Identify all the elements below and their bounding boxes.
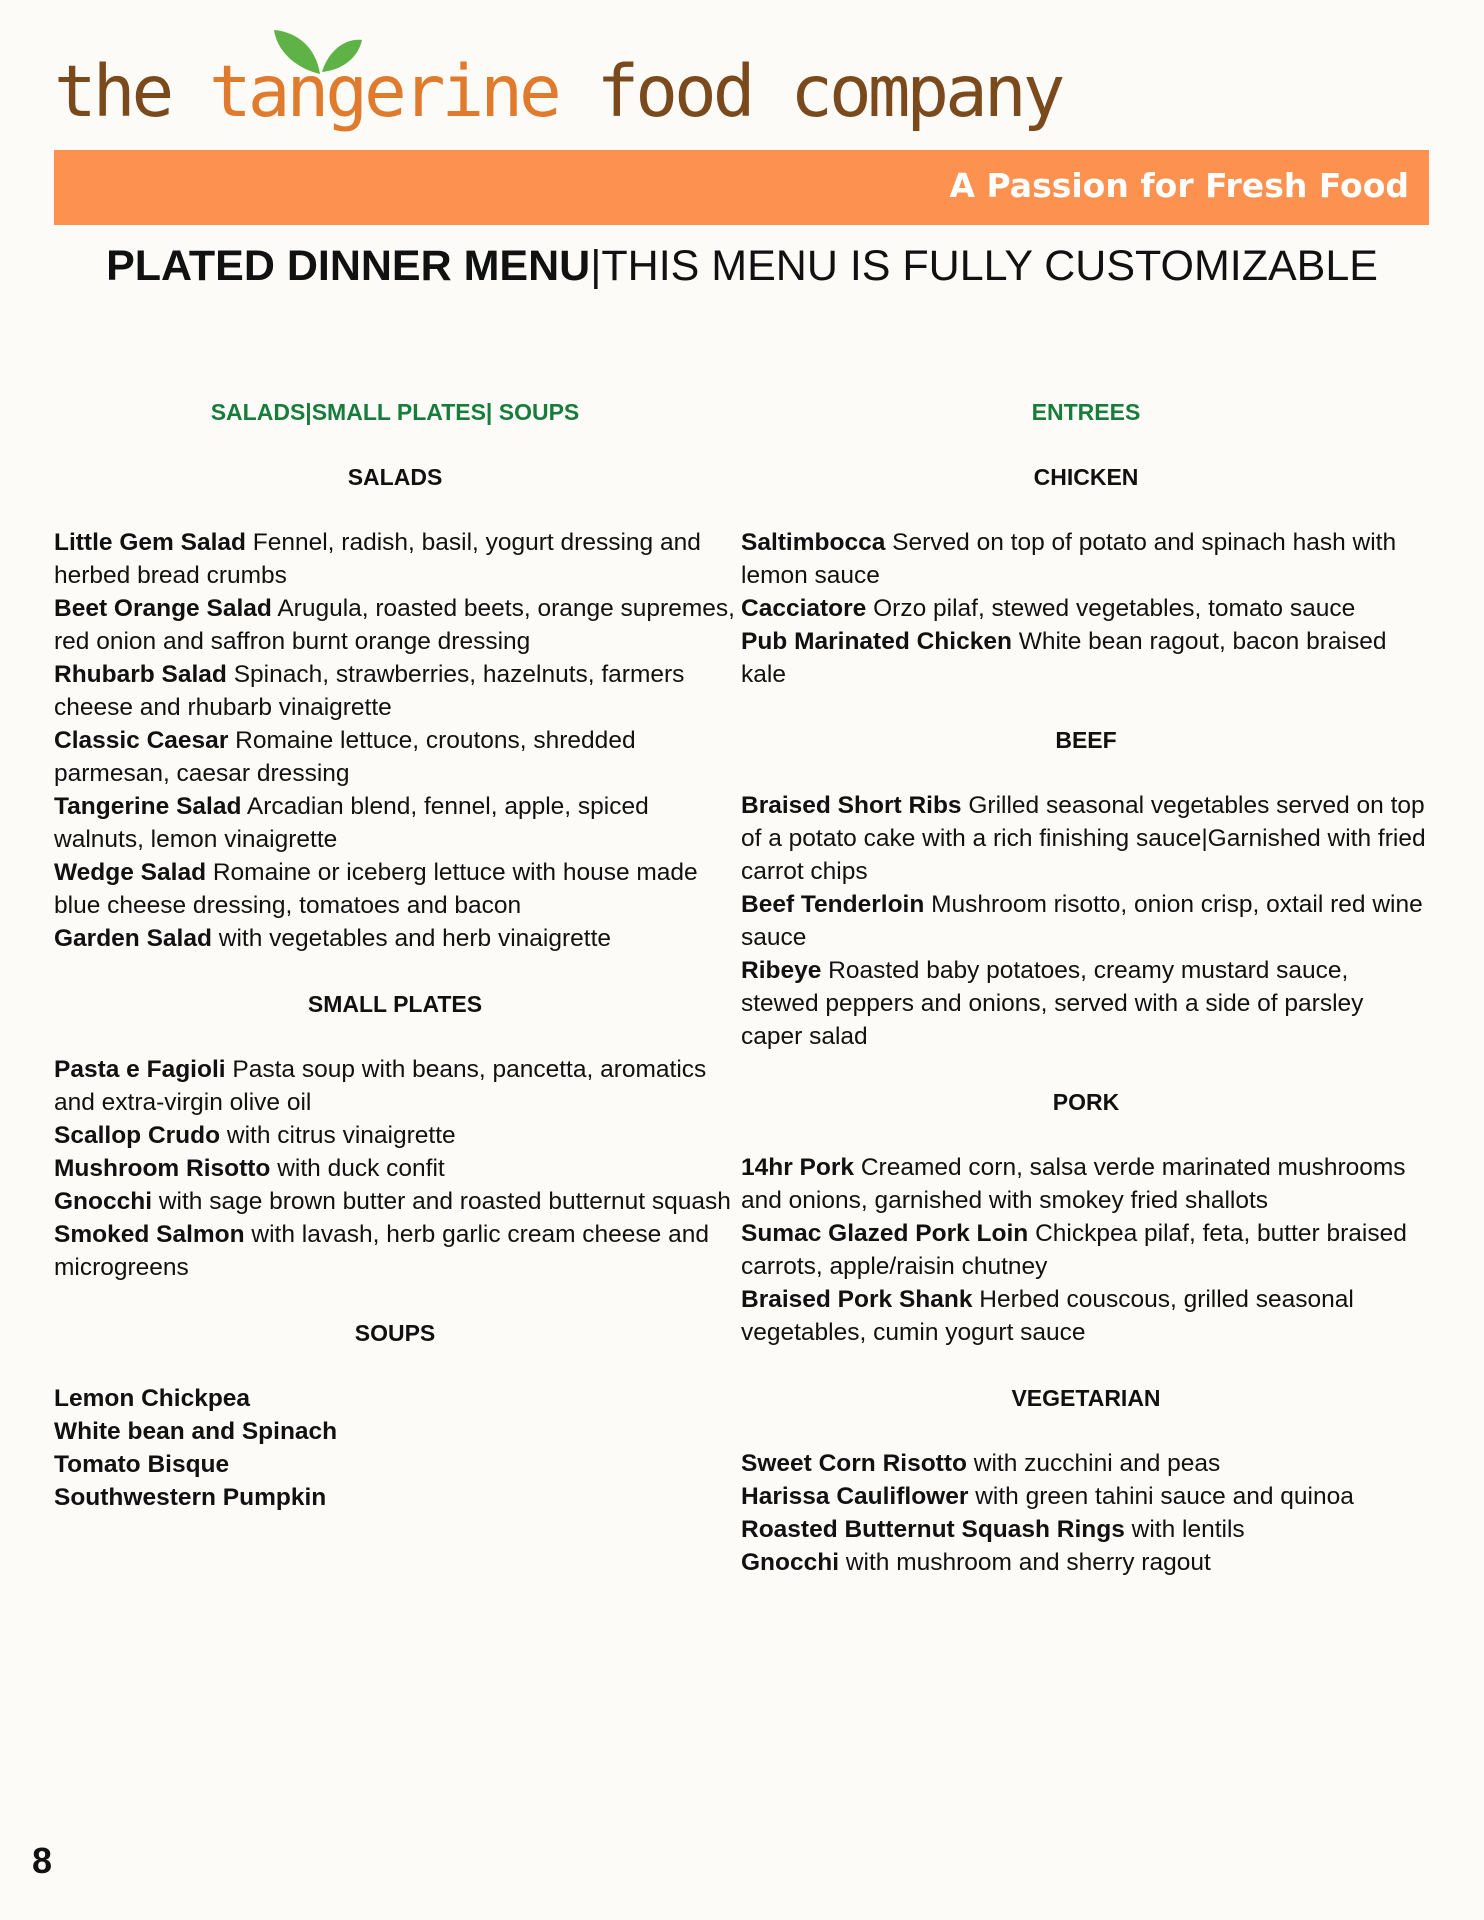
left-sections	[54, 461, 736, 1514]
menu-item-name: Sumac Glazed Pork Loin	[741, 1220, 1029, 1247]
menu-item	[54, 592, 736, 658]
menu-item-description: Mushroom risotto, onion crisp, oxtail red wine sauce	[741, 891, 1423, 951]
right-column	[741, 396, 1431, 1612]
menu-item-name: Rhubarb Salad	[54, 661, 227, 688]
menu-item-name: Braised Short Ribs	[741, 792, 962, 819]
menu-item	[54, 1218, 736, 1284]
menu-item	[741, 954, 1431, 1053]
menu-item-description: White bean ragout, bacon braised kale	[741, 628, 1387, 688]
menu-item-name: Ribeye	[741, 957, 822, 984]
menu-item-description: Pasta soup with beans, pancetta, aromatics and extra-virgin olive oil	[54, 1056, 707, 1116]
menu-item-description: with lavash, herb garlic cream cheese and microgreens	[54, 1221, 709, 1281]
left-column	[54, 396, 736, 1547]
menu-item-name: Classic Caesar	[54, 727, 229, 754]
menu-item-description: Romaine lettuce, croutons, shredded parmesan, caesar dressing	[54, 727, 636, 787]
section-title: SOUPS	[354, 1320, 436, 1346]
menu-item	[54, 1119, 736, 1152]
logo-word-the: the	[54, 50, 171, 133]
menu-item	[741, 1447, 1431, 1480]
menu-item-name: Braised Pork Shank	[741, 1286, 973, 1313]
tagline-banner	[54, 150, 1429, 225]
menu-item	[54, 1053, 736, 1119]
logo-wordmark	[54, 50, 1062, 133]
menu-item	[54, 1481, 736, 1514]
menu-item-name: White bean and Spinach	[54, 1418, 338, 1445]
menu-list	[741, 1151, 1431, 1349]
column-heading: SALADS|SMALL PLATES| SOUPS	[210, 399, 580, 425]
menu-list	[54, 1382, 736, 1514]
menu-item-name: Tomato Bisque	[54, 1451, 230, 1478]
page-number: 8	[32, 1840, 53, 1881]
menu-item-name: Cacciatore	[741, 595, 867, 622]
menu-item-name: Beet Orange Salad	[54, 595, 272, 622]
menu-item	[741, 1151, 1431, 1217]
menu-item-description: Creamed corn, salsa verde marinated mushrooms and onions, garnished with smokey fried shallots	[741, 1154, 1406, 1214]
menu-item-name: Smoked Salmon	[54, 1221, 245, 1248]
menu-item-description: Roasted baby potatoes, creamy mustard sauce, stewed peppers and onions, served with a side of parsley caper salad	[741, 957, 1364, 1050]
title-main: PLATED DINNER MENU	[106, 242, 591, 290]
menu-item-description: Fennel, radish, basil, yogurt dressing and herbed bread crumbs	[54, 529, 701, 589]
menu-item-description: with mushroom and sherry ragout	[839, 1549, 1211, 1576]
menu-item-name: Saltimbocca	[741, 529, 886, 556]
menu-item	[54, 922, 736, 955]
title-sub: THIS MENU IS FULLY CUSTOMIZABLE	[601, 242, 1378, 290]
menu-item-description: Served on top of potato and spinach hash with lemon sauce	[741, 529, 1397, 589]
section-title: SALADS	[347, 464, 443, 490]
menu-item-name: Wedge Salad	[54, 859, 207, 886]
menu-item-description: with vegetables and herb vinaigrette	[211, 925, 612, 952]
menu-item-name: Roasted Butternut Squash Rings	[741, 1516, 1125, 1543]
menu-item-name: Harissa Cauliflower	[741, 1483, 969, 1510]
menu-item	[54, 856, 736, 922]
menu-item	[741, 789, 1431, 888]
menu-item-name: Southwestern Pumpkin	[54, 1484, 327, 1511]
menu-item	[741, 1513, 1431, 1546]
menu-list	[54, 1053, 736, 1284]
menu-item-description: Orzo pilaf, stewed vegetables, tomato sauce	[866, 595, 1356, 622]
menu-item-name: Gnocchi	[741, 1549, 840, 1576]
menu-item	[741, 1283, 1431, 1349]
menu-item-description: with duck confit	[270, 1155, 445, 1182]
menu-item	[741, 1480, 1431, 1513]
menu-item	[54, 1152, 736, 1185]
menu-item-name: Pub Marinated Chicken	[741, 628, 1012, 655]
menu-list	[741, 526, 1431, 691]
menu-item-description: with citrus vinaigrette	[220, 1122, 456, 1149]
menu-item	[54, 790, 736, 856]
logo-word-food-company: food company	[596, 50, 1062, 133]
logo-word-tangerine: tangerine	[209, 50, 558, 133]
menu-item-description: Grilled seasonal vegetables served on top of a potato cake with a rich finishing sauce|Garnished with fried carrot chips	[741, 792, 1426, 885]
menu-item	[741, 625, 1431, 691]
menu-item-description: Herbed couscous, grilled seasonal vegetables, cumin yogurt sauce	[741, 1286, 1354, 1346]
right-sections	[741, 461, 1431, 1579]
menu-item-description: with green tahini sauce and quinoa	[968, 1483, 1354, 1510]
menu-item	[54, 658, 736, 724]
menu-item-name: Pasta e Fagioli	[54, 1056, 226, 1083]
section-title: SMALL PLATES	[307, 991, 483, 1017]
menu-item-name: Little Gem Salad	[54, 529, 246, 556]
menu-item-description: Arcadian blend, fennel, apple, spiced walnuts, lemon vinaigrette	[54, 793, 649, 853]
menu-item-name: Scallop Crudo	[54, 1122, 221, 1149]
menu-item-description: with zucchini and peas	[966, 1450, 1221, 1477]
company-logo	[54, 28, 1062, 148]
title-separator: |	[590, 242, 602, 290]
menu-item-name: Gnocchi	[54, 1188, 153, 1215]
menu-item-name: Tangerine Salad	[54, 793, 242, 820]
menu-list	[54, 526, 736, 955]
page-title	[0, 242, 1484, 291]
section-title: BEEF	[1055, 727, 1117, 753]
menu-item	[741, 888, 1431, 954]
menu-item	[54, 1382, 736, 1415]
menu-list	[741, 789, 1431, 1053]
menu-item-name: 14hr Pork	[741, 1154, 855, 1181]
menu-item-name: Sweet Corn Risotto	[741, 1450, 967, 1477]
menu-item-description: with lentils	[1124, 1516, 1245, 1543]
menu-item	[54, 724, 736, 790]
menu-item-name: Beef Tenderloin	[741, 891, 925, 918]
menu-item	[54, 526, 736, 592]
menu-item-description: Arugula, roasted beets, orange supremes, red onion and saffron burnt orange dressing	[54, 595, 735, 655]
menu-item-description: Spinach, strawberries, hazelnuts, farmers cheese and rhubarb vinaigrette	[54, 661, 685, 721]
menu-item-description: with sage brown butter and roasted butternut squash	[152, 1188, 731, 1215]
menu-item	[741, 526, 1431, 592]
menu-item-description: Chickpea pilaf, feta, butter braised carrots, apple/raisin chutney	[741, 1220, 1407, 1280]
menu-item-name: Mushroom Risotto	[54, 1155, 271, 1182]
menu-item	[54, 1415, 736, 1448]
menu-item	[741, 1546, 1431, 1579]
menu-item	[54, 1185, 736, 1218]
menu-list	[741, 1447, 1431, 1579]
menu-item	[54, 1448, 736, 1481]
column-heading: ENTREES	[1031, 399, 1141, 425]
menu-item-description: Romaine or iceberg lettuce with house made blue cheese dressing, tomatoes and bacon	[54, 859, 698, 919]
section-title: CHICKEN	[1033, 464, 1139, 490]
section-title: VEGETARIAN	[1011, 1385, 1161, 1411]
menu-item	[741, 592, 1431, 625]
section-title: PORK	[1052, 1089, 1120, 1115]
tagline: A Passion for Fresh Food	[949, 166, 1409, 205]
menu-item	[741, 1217, 1431, 1283]
menu-item-name: Garden Salad	[54, 925, 212, 952]
menu-item-name: Lemon Chickpea	[54, 1385, 251, 1412]
